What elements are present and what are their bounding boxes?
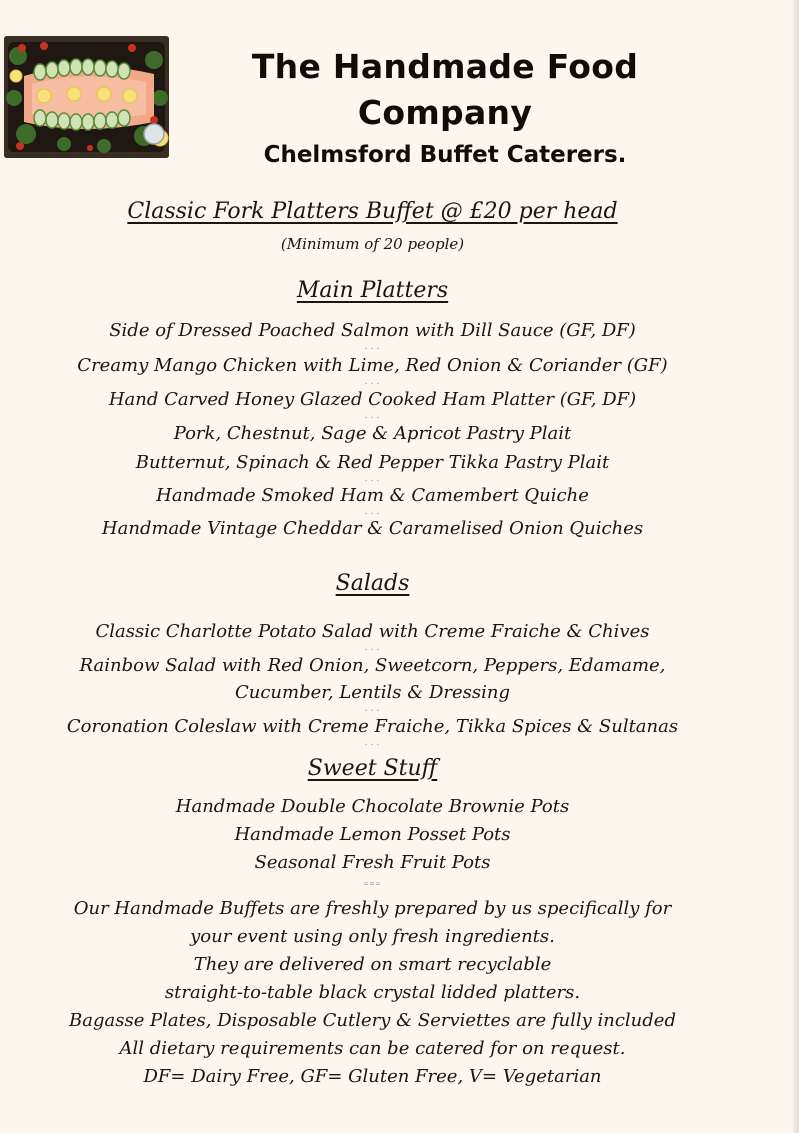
separator: ··· xyxy=(363,476,382,485)
separator: ··· xyxy=(363,645,382,654)
menu-item: Creamy Mango Chicken with Lime, Red Onion & Coriander (GF) xyxy=(77,355,668,376)
brand-header xyxy=(190,44,700,170)
minimum-note: (Minimum of 20 people) xyxy=(280,235,465,253)
separator: ··· xyxy=(363,344,382,353)
menu-item: Classic Charlotte Potato Salad with Creme Fraiche & Chives xyxy=(95,621,650,642)
menu-item: Pork, Chestnut, Sage & Apricot Pastry Plait xyxy=(173,423,572,444)
footer-line: They are delivered on smart recyclable xyxy=(193,954,552,975)
separator: ··· xyxy=(363,413,382,422)
company-name: The Handmade Food Company xyxy=(251,47,639,132)
footer-line: your event using only fresh ingredients. xyxy=(190,926,555,947)
footer-line: straight-to-table black crystal lidded platters. xyxy=(164,982,581,1003)
buffet-title: Classic Fork Platters Buffet @ £20 per head xyxy=(127,199,618,224)
footer-line: All dietary requirements can be catered for on request. xyxy=(119,1038,626,1059)
salmon-platter-photo xyxy=(4,36,169,158)
salads-heading: Salads xyxy=(335,571,410,596)
menu-item: Handmade Smoked Ham & Camembert Quiche xyxy=(156,485,589,506)
menu-item: Butternut, Spinach & Red Pepper Tikka Pastry Plait xyxy=(135,452,610,473)
separator: ··· xyxy=(363,706,382,715)
menu-item: Seasonal Fresh Fruit Pots xyxy=(254,852,491,873)
dietary-key: DF= Dairy Free, GF= Gluten Free, V= Vegetarian xyxy=(143,1066,602,1087)
separator: ··· xyxy=(363,379,382,388)
menu-item: Coronation Coleslaw with Creme Fraiche, Tikka Spices & Sultanas xyxy=(66,716,679,737)
menu-item: Handmade Vintage Cheddar & Caramelised Onion Quiches xyxy=(101,518,644,539)
menu-item: Hand Carved Honey Glazed Cooked Ham Platter (GF, DF) xyxy=(108,389,637,410)
footer-line: Bagasse Plates, Disposable Cutlery & Serviettes are fully included xyxy=(69,1010,676,1031)
separator: ··· xyxy=(363,509,382,518)
menu-item: Handmade Double Chocolate Brownie Pots xyxy=(175,796,570,817)
menu-item: Rainbow Salad with Red Onion, Sweetcorn, Peppers, Edamame, xyxy=(79,655,666,676)
footer-line: Our Handmade Buffets are freshly prepared by us specifically for xyxy=(73,898,672,919)
separator: === xyxy=(363,879,382,888)
sweet-stuff-heading: Sweet Stuff xyxy=(307,756,438,781)
menu-item: Handmade Lemon Posset Pots xyxy=(234,824,511,845)
company-tagline: Chelmsford Buffet Caterers. xyxy=(263,142,627,168)
menu-item: Cucumber, Lentils & Dressing xyxy=(234,682,511,703)
separator: ··· xyxy=(363,740,382,749)
main-platters-heading: Main Platters xyxy=(296,278,449,303)
page-edge-shadow xyxy=(793,0,799,1133)
menu-item: Side of Dressed Poached Salmon with Dill Sauce (GF, DF) xyxy=(109,320,636,341)
